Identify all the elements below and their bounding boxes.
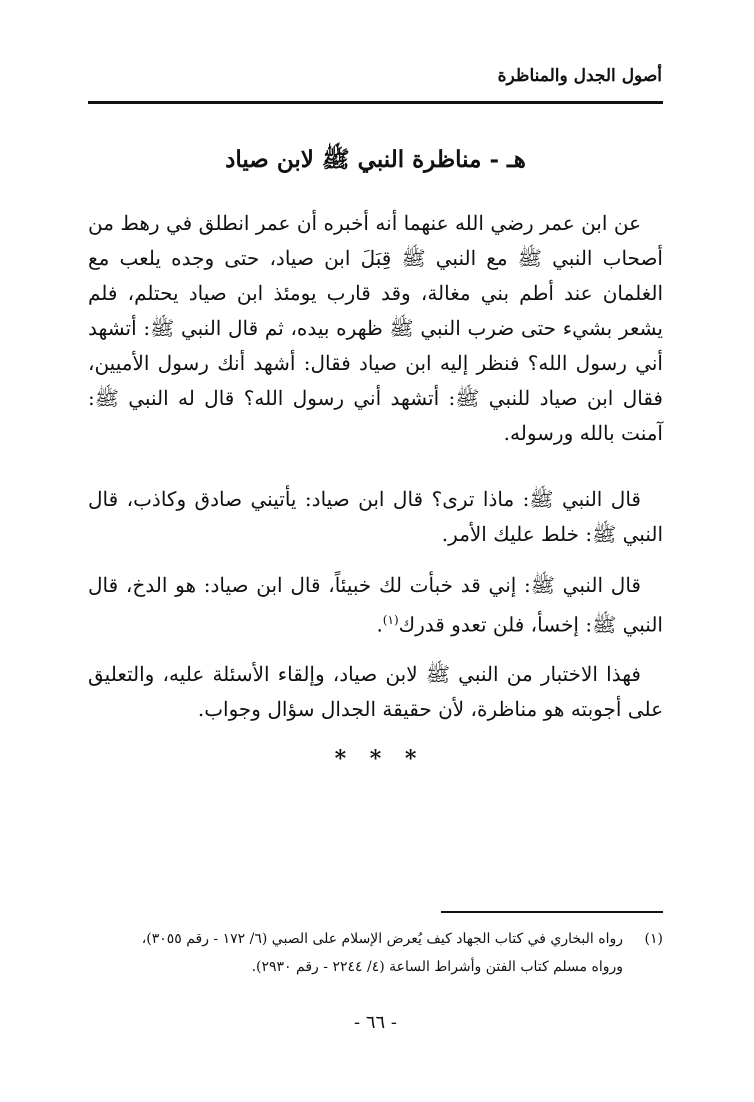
footnote-line-1: رواه البخاري في كتاب الجهاد كيف يُعرض الإسلام على الصبي (٦/ ١٧٢ - رقم ٣٠٥٥)،	[141, 931, 623, 947]
page-header-title: أصول الجدل والمناظرة	[497, 66, 662, 86]
paragraph-1-text: عن ابن عمر رضي الله عنهما أنه أخبره أن عمر انطلق في رهط من أصحاب النبي ﷺ مع النبي ﷺ قِبَلَ ابن صياد، حتى وجده يلعب مع الغلمان عند أطم بني مغالة، وقد قارب يومئذ ابن صياد يحتلم، فلم يشعر بشيء حتى ضرب النبي ﷺ ظهره بيده، ثم قال النبي ﷺ: أتشهد أني رسول الله؟ فنظر إليه ابن صياد فقال: أشهد أنك رسول الأميين، فقال ابن صياد للنبي ﷺ: أتشهد أني رسول الله؟ قال له النبي ﷺ: آمنت بالله ورسوله.	[88, 211, 663, 445]
footnote-rule	[441, 911, 663, 913]
footnote-item	[88, 925, 663, 981]
paragraph-2	[88, 482, 663, 552]
page-number: - ٦٦ -	[354, 1012, 397, 1033]
paragraph-3-text: قال النبي ﷺ: إني قد خبأت لك خبيئاً، قال ابن صياد: هو الدخ، قال النبي ﷺ: إخسأ، فلن تعدو قدرك	[88, 573, 663, 637]
section-separator: * * *	[334, 746, 417, 772]
footnote-line-2: ورواه مسلم كتاب الفتن وأشراط الساعة (٤/ ٢٢٤٤ - رقم ٢٩٣٠).	[251, 959, 623, 975]
paragraph-4	[88, 657, 663, 727]
paragraph-3	[88, 568, 663, 643]
paragraph-1	[88, 206, 663, 451]
paragraph-3-text-wrap	[88, 568, 663, 643]
footnote-number: (١)	[644, 931, 663, 947]
footnotes	[88, 925, 663, 981]
section-title: هـ - مناظرة النبي ﷺ لابن صياد	[225, 146, 526, 173]
footnote-reference[interactable]: (١)	[382, 613, 399, 627]
paragraph-4-text: فهذا الاختبار من النبي ﷺ لابن صياد، وإلقاء الأسئلة عليه، والتعليق على أجوبته هو مناظرة، لأن حقيقة الجدال سؤال وجواب.	[88, 662, 663, 721]
paragraph-2-text: قال النبي ﷺ: ماذا ترى؟ قال ابن صياد: يأتيني صادق وكاذب، قال النبي ﷺ: خلط عليك الأمر.	[88, 487, 663, 546]
header-rule	[88, 101, 663, 104]
footnote-body	[88, 925, 623, 981]
paragraph-3-end: .	[376, 612, 383, 637]
